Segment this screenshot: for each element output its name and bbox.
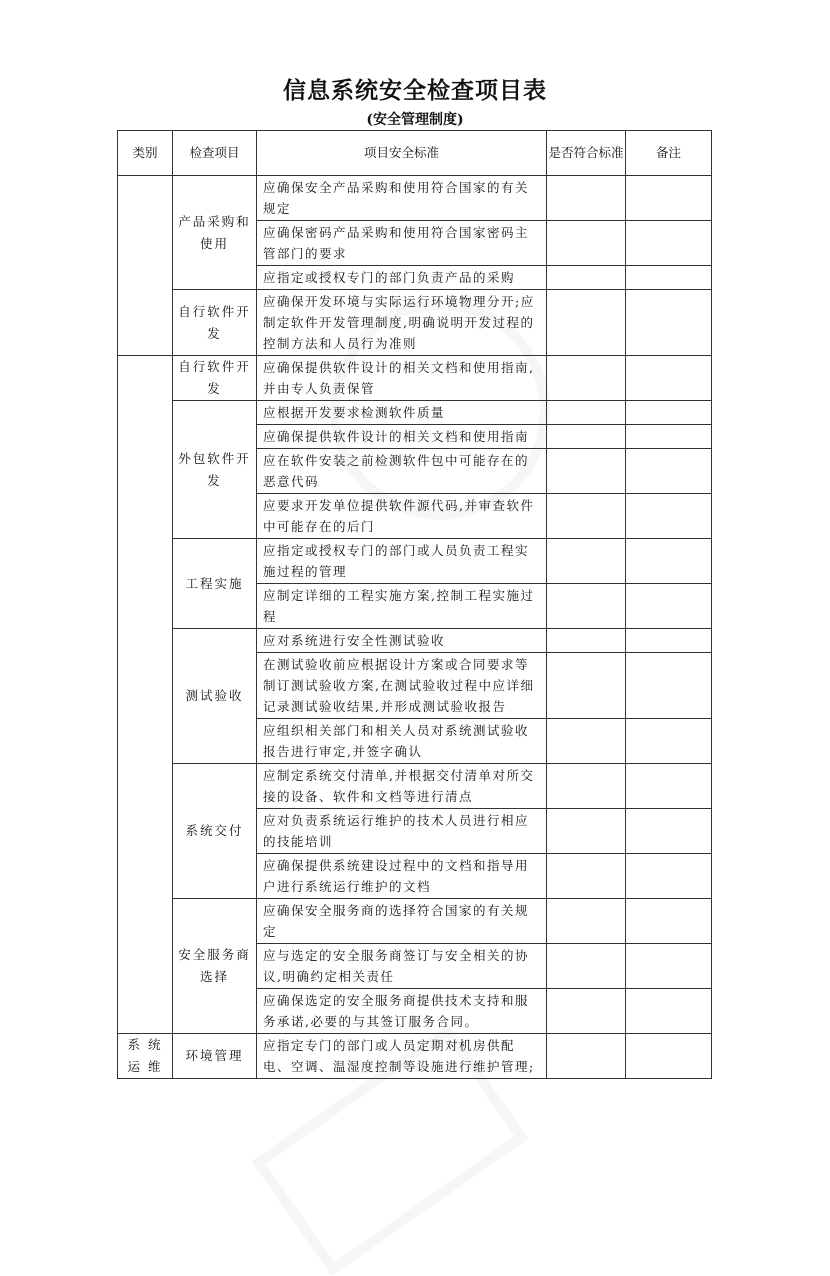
standard-cell: 应指定或授权专门的部门或人员负责工程实施过程的管理 xyxy=(257,539,547,584)
remark-cell[interactable] xyxy=(626,401,712,425)
standard-cell: 应指定或授权专门的部门负责产品的采购 xyxy=(257,266,547,290)
compliant-cell[interactable] xyxy=(547,944,626,989)
compliant-cell[interactable] xyxy=(547,719,626,764)
table-row xyxy=(118,356,712,401)
remark-cell[interactable] xyxy=(626,176,712,221)
standard-cell: 应对负责系统运行维护的技术人员进行相应的技能培训 xyxy=(257,809,547,854)
compliant-cell[interactable] xyxy=(547,764,626,809)
standard-cell: 应确保安全服务商的选择符合国家的有关规定 xyxy=(257,899,547,944)
item-environment: 环境管理 xyxy=(173,1034,257,1079)
remark-cell[interactable] xyxy=(626,989,712,1034)
standard-cell: 应在软件安装之前检测软件包中可能存在的恶意代码 xyxy=(257,449,547,494)
standard-cell: 应要求开发单位提供软件源代码,并审查软件中可能存在的后门 xyxy=(257,494,547,539)
remark-cell[interactable] xyxy=(626,719,712,764)
header-standard: 项目安全标准 xyxy=(257,131,547,176)
standard-cell: 应与选定的安全服务商签订与安全相关的协议,明确约定相关责任 xyxy=(257,944,547,989)
page-title: 信息系统安全检查项目表 xyxy=(283,77,547,104)
standard-cell: 在测试验收前应根据设计方案或合同要求等制订测试验收方案,在测试验收过程中应详细记录测试验收结果,并形成测试验收报告 xyxy=(257,653,547,719)
checklist-table xyxy=(117,130,712,1079)
standard-cell: 应制定详细的工程实施方案,控制工程实施过程 xyxy=(257,584,547,629)
remark-cell[interactable] xyxy=(626,221,712,266)
remark-cell[interactable] xyxy=(626,809,712,854)
remark-cell[interactable] xyxy=(626,629,712,653)
page-subtitle: (安全管理制度) xyxy=(366,112,464,128)
compliant-cell[interactable] xyxy=(547,290,626,356)
compliant-cell[interactable] xyxy=(547,356,626,401)
standard-cell: 应确保安全产品采购和使用符合国家的有关规定 xyxy=(257,176,547,221)
compliant-cell[interactable] xyxy=(547,584,626,629)
compliant-cell[interactable] xyxy=(547,899,626,944)
item-delivery: 系统交付 xyxy=(173,764,257,899)
table-row xyxy=(118,1034,712,1079)
remark-cell[interactable] xyxy=(626,854,712,899)
remark-cell[interactable] xyxy=(626,944,712,989)
table-row xyxy=(118,899,712,944)
standard-cell: 应对系统进行安全性测试验收 xyxy=(257,629,547,653)
header-row xyxy=(118,131,712,176)
standard-cell: 应根据开发要求检测软件质量 xyxy=(257,401,547,425)
remark-cell[interactable] xyxy=(626,290,712,356)
item-purchase: 产品采购和使用 xyxy=(173,176,257,290)
header-item: 检查项目 xyxy=(173,131,257,176)
remark-cell[interactable] xyxy=(626,494,712,539)
standard-cell: 应制定系统交付清单,并根据交付清单对所交接的设备、软件和文档等进行清点 xyxy=(257,764,547,809)
compliant-cell[interactable] xyxy=(547,989,626,1034)
remark-cell[interactable] xyxy=(626,449,712,494)
compliant-cell[interactable] xyxy=(547,494,626,539)
remark-cell[interactable] xyxy=(626,425,712,449)
remark-cell[interactable] xyxy=(626,764,712,809)
table-row xyxy=(118,764,712,809)
compliant-cell[interactable] xyxy=(547,653,626,719)
standard-cell: 应组织相关部门和相关人员对系统测试验收报告进行审定,并签字确认 xyxy=(257,719,547,764)
standard-cell: 应确保提供系统建设过程中的文档和指导用户进行系统运行维护的文档 xyxy=(257,854,547,899)
standard-cell: 应指定专门的部门或人员定期对机房供配电、空调、温湿度控制等设施进行维护管理; xyxy=(257,1034,547,1079)
compliant-cell[interactable] xyxy=(547,221,626,266)
item-self-dev: 自行软件开发 xyxy=(173,290,257,356)
compliant-cell[interactable] xyxy=(547,449,626,494)
compliant-cell[interactable] xyxy=(547,539,626,584)
item-outsource: 外包软件开发 xyxy=(173,401,257,539)
item-service: 安全服务商选择 xyxy=(173,899,257,1034)
table-row xyxy=(118,176,712,221)
remark-cell[interactable] xyxy=(626,1034,712,1079)
standard-cell: 应确保提供软件设计的相关文档和使用指南 xyxy=(257,425,547,449)
compliant-cell[interactable] xyxy=(547,176,626,221)
category-cell xyxy=(118,356,173,1034)
remark-cell[interactable] xyxy=(626,899,712,944)
compliant-cell[interactable] xyxy=(547,629,626,653)
header-remark: 备注 xyxy=(626,131,712,176)
compliant-cell[interactable] xyxy=(547,401,626,425)
compliant-cell[interactable] xyxy=(547,809,626,854)
compliant-cell[interactable] xyxy=(547,425,626,449)
item-testing: 测试验收 xyxy=(173,629,257,764)
remark-cell[interactable] xyxy=(626,356,712,401)
item-self-dev: 自行软件开发 xyxy=(173,356,257,401)
table-row xyxy=(118,539,712,584)
table-row xyxy=(118,629,712,653)
compliant-cell[interactable] xyxy=(547,1034,626,1079)
category-system-ops: 系 统 运 维 xyxy=(118,1034,173,1079)
remark-cell[interactable] xyxy=(626,539,712,584)
table-row xyxy=(118,290,712,356)
remark-cell[interactable] xyxy=(626,266,712,290)
item-engineering: 工程实施 xyxy=(173,539,257,629)
standard-cell: 应确保选定的安全服务商提供技术支持和服务承诺,必要的与其签订服务合同。 xyxy=(257,989,547,1034)
table-row xyxy=(118,401,712,425)
standard-cell: 应确保密码产品采购和使用符合国家密码主管部门的要求 xyxy=(257,221,547,266)
category-cell xyxy=(118,176,173,356)
compliant-cell[interactable] xyxy=(547,266,626,290)
compliant-cell[interactable] xyxy=(547,854,626,899)
remark-cell[interactable] xyxy=(626,653,712,719)
header-category: 类别 xyxy=(118,131,173,176)
standard-cell: 应确保提供软件设计的相关文档和使用指南,并由专人负责保管 xyxy=(257,356,547,401)
remark-cell[interactable] xyxy=(626,584,712,629)
standard-cell: 应确保开发环境与实际运行环境物理分开;应制定软件开发管理制度,明确说明开发过程的控制方法和人员行为准则 xyxy=(257,290,547,356)
header-compliant: 是否符合标准 xyxy=(547,131,626,176)
